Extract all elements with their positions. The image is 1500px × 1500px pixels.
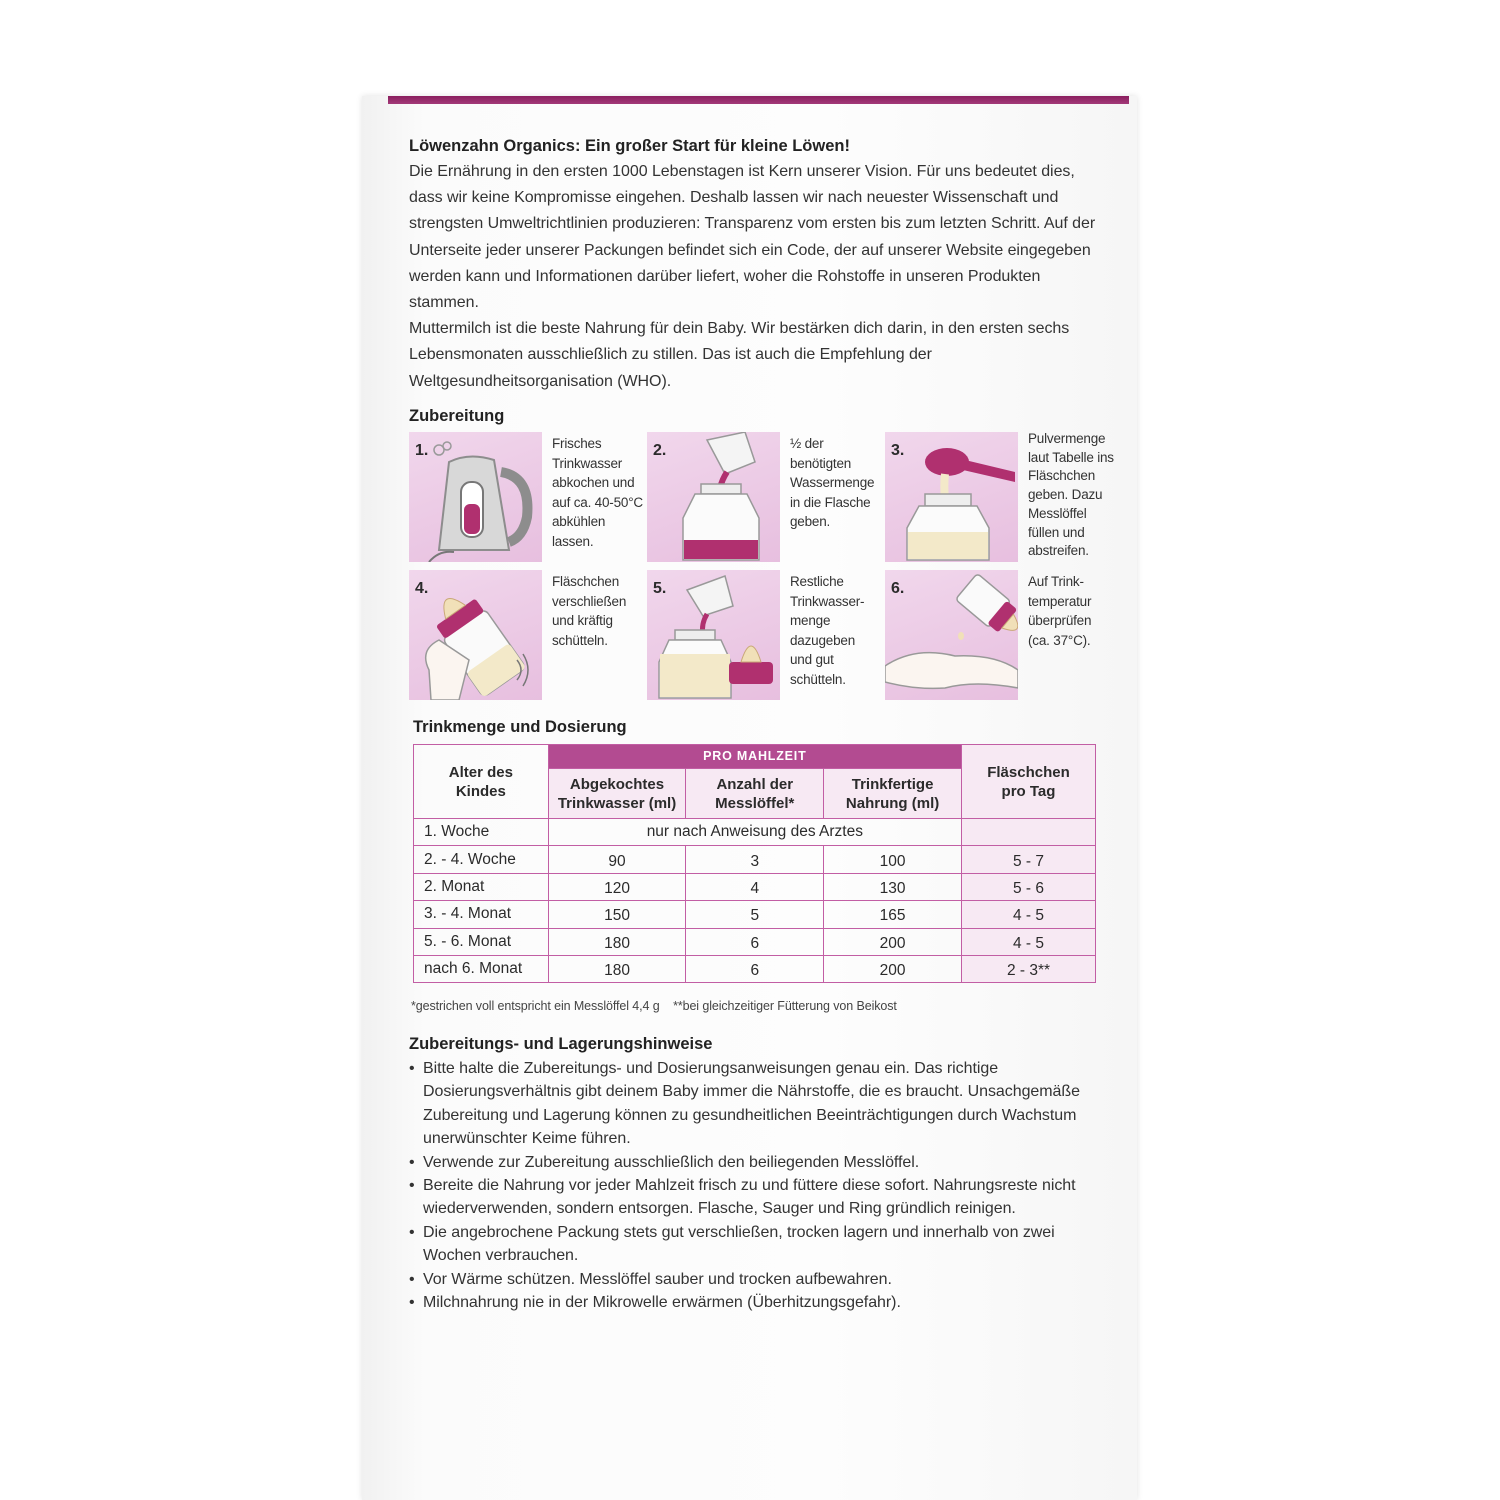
list-item-line: Bitte halte die Zubereitungs- und Dosierungsanweisungen genau ein. Das richtige	[423, 1060, 999, 1077]
step-line: (ca. 37°C).	[1028, 632, 1091, 648]
header-bottles: Fläschchen pro Tag	[961, 745, 1095, 819]
list-item-text	[423, 1268, 892, 1291]
list-item-line: Die angebrochene Packung stets gut verschließen, trocken lagern und innerhalb von zwei	[423, 1223, 1055, 1241]
row-age: 1. Woche	[414, 819, 549, 846]
list-item-line: wiederverwenden, sondern entsorgen. Flasche, Sauger und Ring gründlich reinigen.	[423, 1200, 1016, 1218]
row-water: 120	[548, 873, 686, 900]
row-ready: 100	[824, 846, 962, 873]
list-item	[409, 1221, 1099, 1268]
storage-title: Zubereitungs- und Lagerungshinweise	[409, 1035, 713, 1053]
step-line: abstreifen.	[1028, 543, 1089, 559]
storage-list	[409, 1057, 1099, 1314]
bullet-icon: •	[409, 1223, 415, 1241]
step-line: schütteln.	[790, 671, 846, 687]
table-row	[414, 901, 1096, 928]
list-item	[409, 1291, 1099, 1314]
step-6-illustration	[885, 570, 1018, 700]
intro-line: Lebensmonaten ausschließlich zu stillen. Das ist auch die Empfehlung der	[409, 346, 932, 364]
pour-water-icon	[647, 432, 780, 562]
table-row	[414, 873, 1096, 900]
row-ready: 165	[824, 901, 962, 928]
list-item	[409, 1057, 1099, 1151]
preparation-steps	[409, 432, 1129, 702]
step-line: Auf Trink-	[1028, 574, 1084, 589]
table-row	[414, 846, 1096, 873]
bullet-icon: •	[409, 1177, 415, 1195]
measuring-scoop-icon	[885, 432, 1018, 562]
row-water: 180	[548, 955, 686, 982]
row-scoops: 4	[686, 873, 824, 900]
step-line: Fläschchen	[1028, 468, 1096, 484]
row-water: 150	[548, 901, 686, 928]
list-item-text	[423, 1221, 1055, 1268]
list-item-line: Dosierungsverhältnis gibt deinem Baby immer die Nährstoffe, die es braucht. Unsachgemäße	[423, 1083, 1080, 1101]
intro-headline: Löwenzahn Organics: Ein großer Start für kleine Löwen!	[409, 137, 850, 155]
intro-line: werden kann und Informationen darüber liefert, woher die Rohstoffe in unseren Produkten	[409, 267, 1041, 285]
dosage-table	[413, 744, 1096, 983]
step-line: lassen.	[552, 533, 594, 549]
step-line: geben. Dazu	[1028, 487, 1103, 503]
step-number: 2.	[653, 442, 667, 459]
step-line: menge	[790, 613, 831, 629]
step-line: und kräftig	[552, 613, 613, 629]
list-item-line: Bereite die Nahrung vor jeder Mahlzeit frisch zu und füttere diese sofort. Nahrungsreste nicht	[423, 1177, 1076, 1195]
step-line: Frisches	[552, 436, 602, 451]
row-note: nur nach Anweisung des Arztes	[548, 819, 961, 846]
row-bottles: 2 - 3**	[961, 955, 1095, 982]
step-line: temperatur	[1028, 593, 1092, 609]
bullet-icon: •	[409, 1294, 415, 1312]
list-item-line: Vor Wärme schützen. Messlöffel sauber und trocken aufbewahren.	[423, 1270, 892, 1288]
row-bottles: 4 - 5	[961, 901, 1095, 928]
row-ready: 130	[824, 873, 962, 900]
table-row	[414, 955, 1096, 982]
step-line: überprüfen	[1028, 613, 1092, 629]
list-item-line: unerwünschter Keime führen.	[423, 1130, 631, 1148]
intro-section	[409, 136, 1109, 395]
row-age: 3. - 4. Monat	[414, 901, 549, 928]
list-item	[409, 1174, 1099, 1221]
step-line: laut Tabelle ins	[1028, 449, 1114, 465]
intro-line: Unterseite jeder unserer Packungen befindet sich ein Code, der auf unserer Website eingegeben	[409, 241, 1091, 259]
row-bottles: 4 - 5	[961, 928, 1095, 955]
list-item-line: Wochen verbrauchen.	[423, 1247, 579, 1265]
step-text	[552, 572, 648, 650]
step-number: 1.	[415, 442, 429, 459]
intro-line: Weltgesundheitsorganisation (WHO).	[409, 372, 672, 390]
list-item-text	[423, 1151, 919, 1174]
shake-bottle-icon	[409, 570, 542, 700]
add-water-icon	[647, 570, 780, 700]
row-bottles: 5 - 7	[961, 846, 1095, 873]
storage-section	[409, 1035, 1099, 1314]
step-text	[552, 434, 648, 552]
row-bottles: 5 - 6	[961, 873, 1095, 900]
step-text	[790, 434, 886, 532]
table-row	[414, 928, 1096, 955]
list-item-text	[423, 1057, 1080, 1151]
row-scoops: 6	[686, 928, 824, 955]
step-line: verschließen	[552, 593, 627, 609]
step-line: und gut	[790, 652, 834, 668]
step-number: 5.	[653, 580, 667, 597]
step-text	[1028, 572, 1124, 650]
intro-line: dass wir keine Kompromisse eingehen. Deshalb lassen wir nach neuester Wissenschaft und	[409, 189, 1059, 207]
step-5	[647, 570, 887, 700]
row-scoops: 6	[686, 955, 824, 982]
step-1	[409, 432, 649, 562]
step-3-illustration	[885, 432, 1018, 562]
header-age: Alter des Kindes	[414, 745, 549, 819]
row-age: 2. - 4. Woche	[414, 846, 549, 873]
step-line: in die Flasche	[790, 494, 871, 510]
header-ready: Trinkfertige Nahrung (ml)	[824, 769, 962, 819]
list-item	[409, 1151, 1099, 1174]
step-text	[1028, 430, 1124, 561]
list-item-text	[423, 1291, 901, 1314]
intro-line: Die Ernährung in den ersten 1000 Lebenstagen ist Kern unserer Vision. Für uns bedeutet dies,	[409, 163, 1075, 180]
step-number: 6.	[891, 580, 905, 597]
intro-line: Muttermilch ist die beste Nahrung für dein Baby. Wir bestärken dich darin, in den ersten sechs	[409, 320, 1070, 338]
row-ready: 200	[824, 928, 962, 955]
step-5-illustration	[647, 570, 780, 700]
step-line: geben.	[790, 514, 831, 530]
bullet-icon: •	[409, 1060, 415, 1077]
step-6	[885, 570, 1125, 700]
row-age: nach 6. Monat	[414, 955, 549, 982]
step-1-illustration	[409, 432, 542, 562]
preparation-title: Zubereitung	[409, 407, 505, 425]
step-line: Trinkwasser-	[790, 593, 865, 609]
kettle-icon	[409, 432, 542, 562]
step-text	[790, 572, 886, 690]
step-4-illustration	[409, 570, 542, 700]
step-2-illustration	[647, 432, 780, 562]
row-age: 5. - 6. Monat	[414, 928, 549, 955]
row-scoops: 3	[686, 846, 824, 873]
step-3	[885, 432, 1125, 562]
table-row	[414, 819, 1096, 846]
step-line: ½ der	[790, 436, 824, 451]
header-water: Abgekochtes Trinkwasser (ml)	[548, 769, 686, 819]
row-bottles-empty	[961, 819, 1095, 846]
step-line: Messlöffel	[1028, 505, 1087, 521]
list-item	[409, 1268, 1099, 1291]
intro-line: stammen.	[409, 294, 479, 312]
step-line: benötigten	[790, 455, 852, 471]
step-2	[647, 432, 887, 562]
check-temperature-icon	[885, 570, 1018, 700]
list-item-text	[423, 1174, 1076, 1221]
step-line: füllen und	[1028, 524, 1085, 540]
step-number: 4.	[415, 580, 429, 597]
step-line: Pulvermenge	[1028, 431, 1106, 446]
row-water: 90	[548, 846, 686, 873]
step-line: dazugeben	[790, 632, 856, 648]
dosage-footnote: *gestrichen voll entspricht ein Messlöffel 4,4 g **bei gleichzeitiger Fütterung von Beikost	[411, 999, 897, 1013]
step-line: Fläschchen	[552, 574, 620, 589]
step-line: Wassermenge	[790, 475, 875, 491]
row-water: 180	[548, 928, 686, 955]
step-line: abkochen und	[552, 475, 635, 491]
step-4	[409, 570, 649, 700]
step-line: Trinkwasser	[552, 455, 623, 471]
header-scoops: Anzahl der Messlöffel*	[686, 769, 824, 819]
row-age: 2. Monat	[414, 873, 549, 900]
intro-line: strengsten Umweltrichtlinien produzieren: Transparenz vom ersten bis zum letzten Schritt. Auf der	[409, 215, 1096, 233]
bullet-icon: •	[409, 1270, 415, 1288]
bullet-icon: •	[409, 1153, 415, 1171]
step-number: 3.	[891, 442, 905, 459]
list-item-line: Verwende zur Zubereitung ausschließlich den beiliegenden Messlöffel.	[423, 1153, 920, 1171]
step-line: schütteln.	[552, 632, 608, 648]
row-ready: 200	[824, 955, 962, 982]
list-item-line: Milchnahrung nie in der Mikrowelle erwärmen (Überhitzungsgefahr).	[423, 1294, 901, 1312]
package-top-strip	[388, 96, 1129, 104]
list-item-line: Zubereitung und Lagerung können zu gesundheitlichen Beeinträchtigungen durch Wachstum	[423, 1106, 1077, 1124]
step-line: Restliche	[790, 574, 844, 589]
step-line: auf ca. 40-50°C	[552, 494, 643, 510]
dosage-title: Trinkmenge und Dosierung	[413, 718, 627, 736]
row-scoops: 5	[686, 901, 824, 928]
step-line: abkühlen	[552, 514, 606, 530]
header-per-meal: PRO MAHLZEIT	[548, 745, 961, 769]
